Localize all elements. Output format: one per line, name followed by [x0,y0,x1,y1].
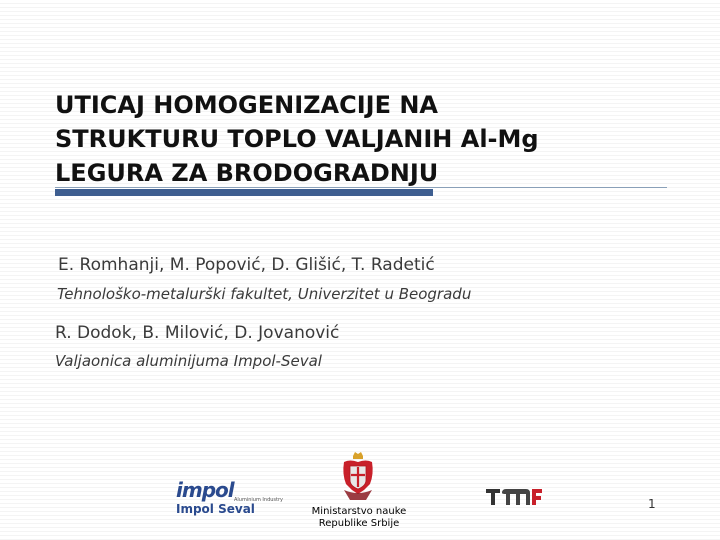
ministry-line-1: Ministarstvo nauke [311,506,407,517]
impol-tagline: Aluminium Industry [234,497,283,503]
institution-line-2: Valjaonica aluminijuma Impol-Seval [55,352,322,370]
title-line-1: UTICAJ HOMOGENIZACIJE NA [55,91,439,119]
authors-line-1: E. Romhanji, M. Popović, D. Glišić, T. Radetić [58,255,435,275]
authors-line-2: R. Dodok, B. Milović, D. Jovanović [55,323,340,343]
title-underline-bar [55,189,433,196]
ministry-caption [300,506,418,530]
impol-wordmark: impol [176,478,234,502]
tmf-logo-icon [484,485,544,507]
serbian-coat-of-arms-icon [340,450,376,502]
impol-brand-name: Impol Seval [176,502,255,516]
page-number: 1 [648,497,656,511]
impol-logo-icon [174,478,283,522]
institution-line-1: Tehnološko-metalurški fakultet, Univerzitet u Beogradu [57,285,472,303]
ministry-line-2: Republike Srbije [318,518,400,529]
title-line-3: LEGURA ZA BRODOGRADNJU [55,159,439,187]
title-underline-thin [55,187,667,188]
title-line-2: STRUKTURU TOPLO VALJANIH Al-Mg [55,125,539,153]
slide-title [55,88,675,190]
